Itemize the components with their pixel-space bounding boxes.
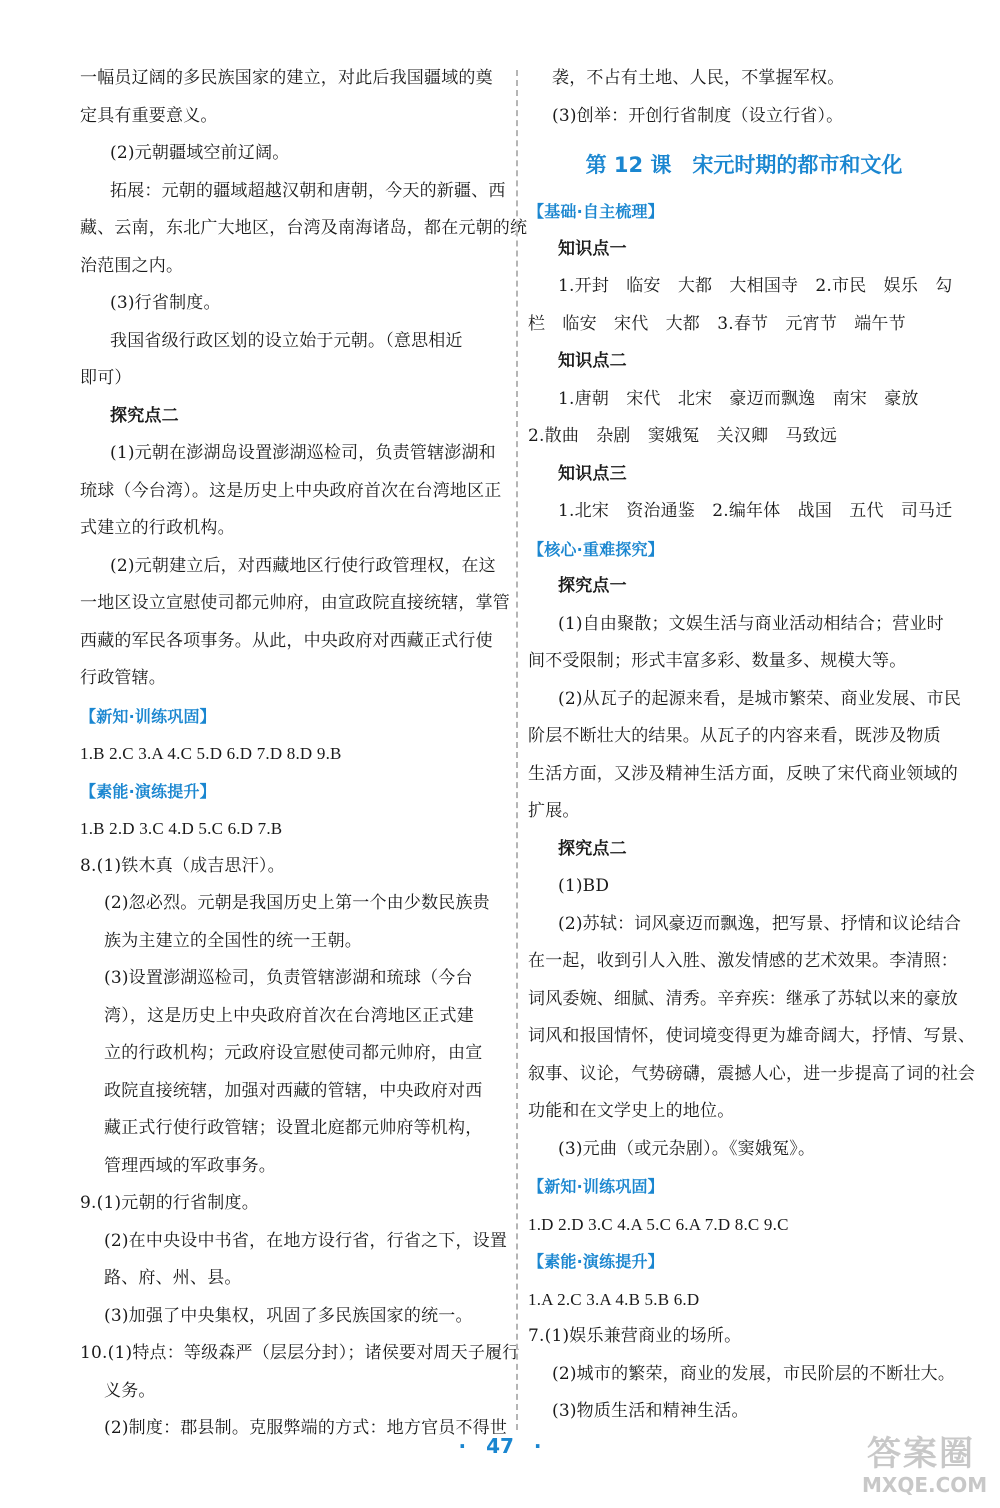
text-line: 探究点二 (110, 405, 179, 426)
text-line: (1)元朝在澎湖岛设置澎湖巡检司，负责管辖澎湖和 (110, 443, 496, 463)
text-line: 立的行政机构；元政府设宣慰使司都元帅府，由宣 (104, 1043, 483, 1063)
text-line: 扩展。 (528, 801, 580, 821)
lesson-title: 第 12 课 宋元时期的都市和文化 (585, 153, 903, 177)
section-header: 【基础·自主梳理】 (528, 202, 664, 221)
text-line: 1.北宋 资治通鉴 2.编年体 战国 五代 司马迁 (558, 501, 953, 521)
text-line: 叙事、议论，气势磅礴，震撼人心，进一步提高了词的社会 (528, 1063, 976, 1084)
text-line: 功能和在文学史上的地位。 (528, 1101, 735, 1121)
text-line: 湾），这是历史上中央政府首次在台湾地区正式建 (104, 1005, 474, 1026)
text-line: 知识点三 (558, 463, 627, 484)
text-line: (3)创举：开创行省制度（设立行省）。 (552, 105, 844, 126)
text-line: 西藏的军民各项事务。从此，中央政府对西藏正式行使 (80, 630, 493, 651)
text-line: 拓展：元朝的疆域超越汉朝和唐朝，今天的新疆、西 (110, 180, 506, 201)
text-line: (2)忽必烈。元朝是我国历史上第一个由少数民族贵 (104, 893, 490, 913)
text-line: 8.(1)铁木真（成吉思汗）。 (80, 855, 285, 876)
text-line: 政院直接统辖，加强对西藏的管辖，中央政府对西 (104, 1080, 483, 1101)
text-line: (2)城市的繁荣，商业的发展，市民阶层的不断壮大。 (552, 1363, 956, 1384)
text-line: (2)从瓦子的起源来看，是城市繁荣、商业发展、市民 (558, 688, 962, 709)
section-header: 【核心·重难探究】 (528, 539, 664, 559)
text-line: 1.开封 临安 大都 大相国寺 2.市民 娱乐 勾 (558, 276, 953, 296)
text-line: 栏 临安 宋代 大都 3.春节 元宵节 端午节 (528, 313, 906, 334)
text-line: 探究点二 (558, 838, 627, 859)
text-line: 一幅员辽阔的多民族国家的建立，对此后我国疆域的奠 (80, 68, 493, 88)
text-line: (2)元朝建立后，对西藏地区行使行政管理权，在这 (110, 555, 496, 576)
text-line: (1)BD (558, 876, 610, 896)
text-line: 词风和报国情怀，使词境变得更为雄奇阔大，抒情、写景、 (528, 1026, 976, 1046)
text-line: 在一起，收到引人入胜、激发情感的艺术效果。李清照： (528, 951, 958, 971)
watermark-site: MXQE.COM (862, 1473, 988, 1497)
text-line: 1.B 2.C 3.A 4.C 5.D 6.D 7.D 8.D 9.B (80, 744, 342, 763)
text-line: 一地区设立宣慰使司都元帅府，由宣政院直接统辖，掌管 (80, 593, 510, 613)
text-line: 1.唐朝 宋代 北宋 豪迈而飘逸 南宋 豪放 (558, 388, 919, 409)
text-line: 藏正式行使行政管辖；设置北庭都元帅府等机构， (104, 1118, 483, 1138)
watermark-logo (862, 1434, 988, 1497)
text-line: 管理西域的军政事务。 (104, 1155, 276, 1176)
section-header: 【素能·演练提升】 (528, 1252, 664, 1271)
text-line: 即可） (80, 368, 132, 388)
text-line: (2)制度：郡县制。克服弊端的方式：地方官员不得世 (104, 1418, 508, 1438)
text-line: 词风委婉、细腻、清秀。辛弃疾：继承了苏轼以来的豪放 (528, 988, 958, 1009)
text-line: 9.(1)元朝的行省制度。 (80, 1193, 259, 1213)
text-line: 1.A 2.C 3.A 4.B 5.B 6.D (528, 1289, 700, 1309)
text-line: 式建立的行政机构。 (80, 518, 235, 538)
text-line: 间不受限制；形式丰富多彩、数量多、规模大等。 (528, 651, 907, 671)
text-line: (1)自由聚散；文娱生活与商业活动相结合；营业时 (558, 613, 944, 634)
text-line: 定具有重要意义。 (80, 105, 218, 126)
text-line: 知识点二 (558, 351, 627, 371)
text-line: 路、府、州、县。 (104, 1268, 242, 1288)
watermark-logo-text: 答案圈 (867, 1434, 975, 1474)
text-line: 藏、云南，东北广大地区，台湾及南海诸岛，都在元朝的统 (80, 218, 528, 238)
text-line: (2)苏轼：词风豪迈而飘逸，把写景、抒情和议论结合 (558, 913, 962, 934)
text-line: 生活方面，又涉及精神生活方面，反映了宋代商业领域的 (528, 763, 958, 784)
section-header: 【新知·训练巩固】 (528, 1177, 664, 1196)
text-line: (3)元曲（或元杂剧）。《窦娥冤》。 (558, 1138, 816, 1159)
page-number: · 47 · (458, 1434, 542, 1458)
text-line: 我国省级行政区划的设立始于元朝。（意思相近 (110, 330, 463, 351)
text-line: (3)物质生活和精神生活。 (552, 1401, 749, 1421)
text-line: 1.D 2.D 3.C 4.A 5.C 6.A 7.D 8.C 9.C (528, 1214, 789, 1234)
section-header: 【素能·演练提升】 (80, 781, 216, 801)
text-line: 1.B 2.D 3.C 4.D 5.C 6.D 7.B (80, 819, 283, 838)
text-line: 7.(1)娱乐兼营商业的场所。 (528, 1326, 742, 1346)
text-line: 阶层不断壮大的结果。从瓦子的内容来看，既涉及物质 (528, 726, 941, 746)
text-line: (2)元朝疆域空前辽阔。 (110, 143, 290, 163)
text-line: 袭，不占有土地、人民，不掌握军权。 (552, 68, 845, 88)
column-divider (516, 70, 518, 1430)
text-line: (2)在中央设中书省，在地方设行省，行省之下，设置 (104, 1230, 508, 1251)
text-line: 族为主建立的全国性的统一王朝。 (104, 930, 362, 951)
text-line: 2.散曲 杂剧 窦娥冤 关汉卿 马致远 (528, 426, 838, 446)
text-line: (3)加强了中央集权，巩固了多民族国家的统一。 (104, 1305, 473, 1326)
text-line: 治范围之内。 (80, 255, 184, 276)
section-header: 【新知·训练巩固】 (80, 706, 216, 726)
text-line: 义务。 (104, 1380, 156, 1401)
text-line: 10.(1)特点：等级森严（层层分封）；诸侯要对周天子履行 (80, 1343, 520, 1363)
text-line: 知识点一 (558, 238, 627, 259)
left-column (80, 60, 528, 1448)
text-line: (3)设置澎湖巡检司，负责管辖澎湖和琉球（今台 (104, 968, 473, 988)
text-line: 琉球（今台湾）。这是历史上中央政府首次在台湾地区正 (80, 480, 502, 501)
text-line: (3)行省制度。 (110, 293, 221, 313)
right-column (528, 60, 976, 1431)
text-line: 行政管辖。 (80, 668, 166, 688)
text-line: 探究点一 (558, 576, 627, 596)
